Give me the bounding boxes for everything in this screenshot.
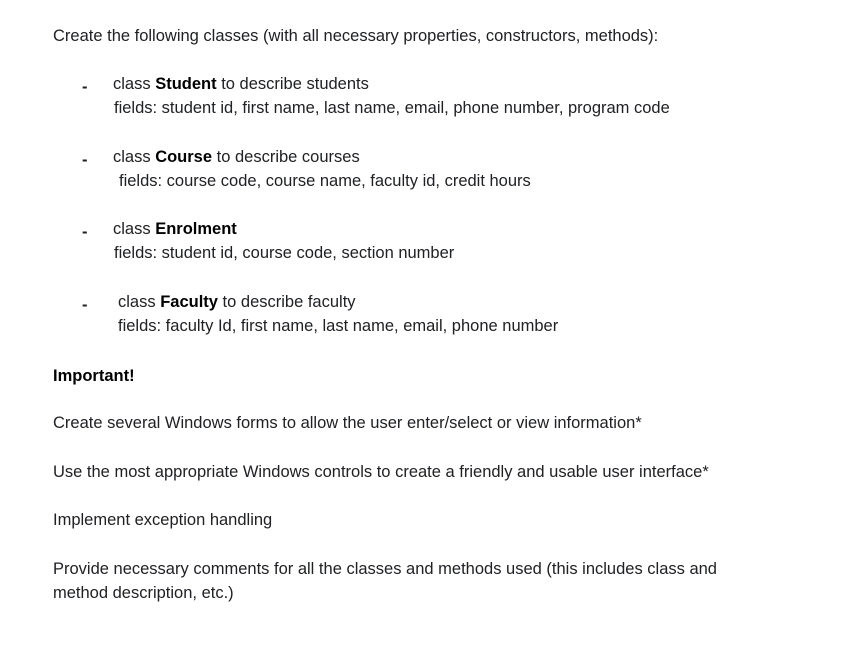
class-faculty-fields: fields: faculty Id, first name, last name, email, phone number [118, 317, 559, 335]
class-course-fields: fields: course code, course name, faculty id, credit hours [119, 172, 531, 190]
bullet-dash: - [82, 78, 88, 96]
requirement-forms: Create several Windows forms to allow the user enter/select or view information* [53, 414, 642, 432]
bullet-dash: - [82, 223, 88, 241]
class-student-title: class Student to describe students [113, 75, 369, 93]
class-name: Enrolment [155, 220, 237, 238]
bullet-dash: - [82, 151, 88, 169]
class-enrolment-fields: fields: student id, course code, section number [114, 244, 455, 262]
class-enrolment-title: class Enrolment [113, 220, 237, 238]
requirement-comments-line1: Provide necessary comments for all the classes and methods used (this includes class and [53, 560, 717, 578]
class-course-title: class Course to describe courses [113, 148, 360, 166]
requirement-comments-line2: method description, etc.) [53, 584, 234, 602]
bullet-dash: - [82, 296, 88, 314]
important-heading: Important! [53, 367, 135, 385]
class-student-fields: fields: student id, first name, last name, email, phone number, program code [114, 99, 670, 117]
requirement-controls: Use the most appropriate Windows controls to create a friendly and usable user interface* [53, 463, 709, 481]
requirement-exceptions: Implement exception handling [53, 511, 273, 529]
class-name: Course [155, 148, 213, 166]
class-name: Faculty [160, 293, 218, 311]
class-name: Student [155, 75, 217, 93]
class-faculty-title: class Faculty to describe faculty [118, 293, 356, 311]
intro-text: Create the following classes (with all necessary properties, constructors, methods): [53, 27, 659, 45]
